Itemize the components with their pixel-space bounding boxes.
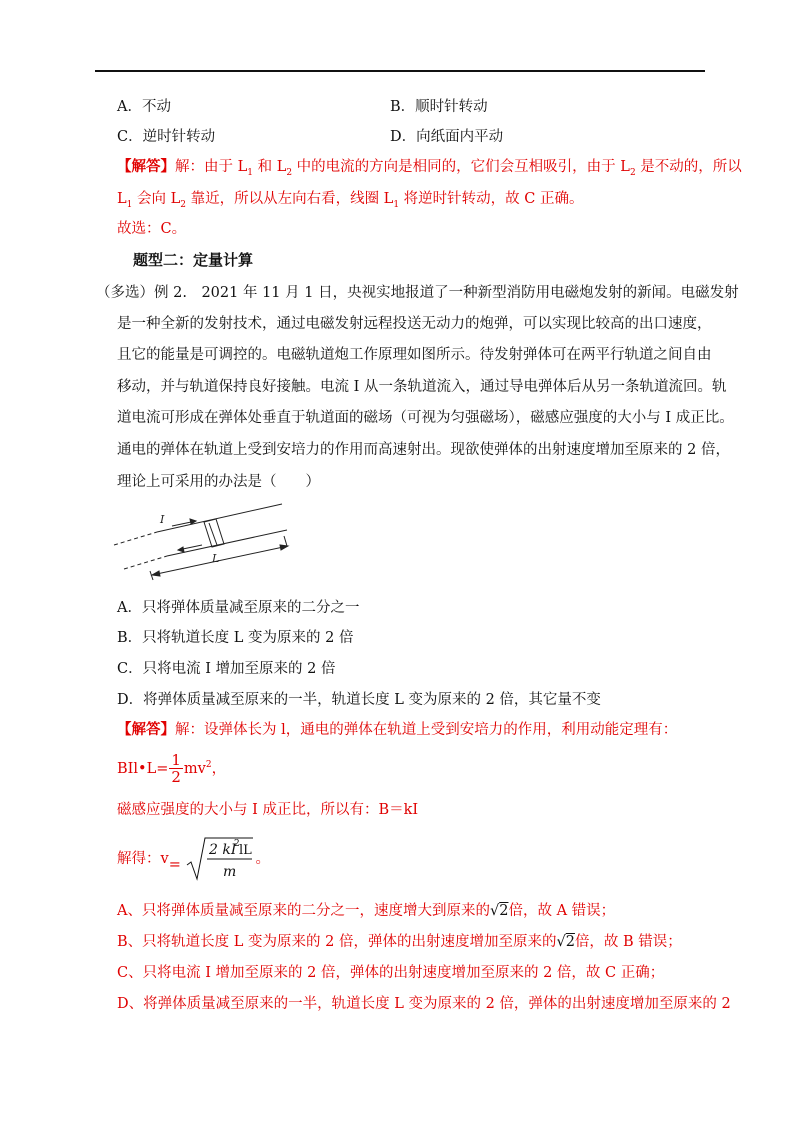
question-line-3: 且它的能量是可调控的。电磁轨道炮工作原理如图所示。待发射弹体可在两平行轨道之间自由 <box>117 347 712 363</box>
option-a: A．只将弹体质量减至原来的二分之一 <box>117 600 360 616</box>
projectile <box>204 519 224 547</box>
question-line-4: 移动，并与轨道保持良好接触。电流 I 从一条轨道流入，通过导电弹体后从另一条轨道流回。轨 <box>117 379 727 395</box>
analysis-c: C、只将电流 I 增加至原来的 2 倍，弹体的出射速度增加至原来的 2 倍，故 C 正确； <box>117 965 665 981</box>
rail-top-dashed <box>114 532 157 545</box>
rail-bottom <box>167 530 287 556</box>
answer1-choice: 故选：C。 <box>117 221 187 237</box>
question-line-2: 是一种全新的发射技术，通过电磁发射远程投送无动力的炮弹，可以实现比较高的出口速度， <box>117 316 712 332</box>
option-c-prev: C．逆时针转动 <box>117 129 216 145</box>
option-a-prev: A．不动 <box>117 99 171 115</box>
question-line-6: 通电的弹体在轨道上受到安培力的作用而高速射出。现欲使弹体的出射速度增加至原来的 2 倍， <box>117 442 730 458</box>
analysis-d: D、将弹体质量减至原来的一半，轨道长度 L 变为原来的 2 倍，弹体的出射速度增加至原来的 2 <box>117 996 731 1012</box>
question-line-7: 理论上可采用的办法是（ ） <box>117 474 320 490</box>
section-title: 题型二：定量计算 <box>133 251 254 269</box>
railgun-figure <box>112 500 294 582</box>
option-c: C．只将电流 I 增加至原来的 2 倍 <box>117 661 336 677</box>
label-l: L <box>212 552 220 565</box>
answer1-line1: 【解答】解：由于 $L_1$ 和 $L_2$ 中的电流的方向是相同的，它们会互相吸引，由于 $L_2$ 是不动的，所以 <box>117 158 742 178</box>
svg-text:m: m <box>223 864 237 880</box>
sqrt-symbol <box>185 835 255 883</box>
header-rule <box>95 70 705 72</box>
length-arrow <box>152 546 288 575</box>
label-i: I <box>160 513 165 526</box>
answer-tag-2: 【解答】 <box>117 721 175 738</box>
rail-top <box>157 504 282 532</box>
question-line-5: 道电流可形成在弹体处垂直于轨道面的磁场（可视为匀强磁场），磁感应强度的大小与 I 成正比。 <box>117 410 734 426</box>
question-line-1: （多选）例 2. 2021 年 11 月 1 日，央视实地报道了一种新型消防用电磁炮发射的新闻。电磁发射 <box>96 285 739 301</box>
equation-energy: BIl•L= $\frac{1}{2}$ $mv^2$， <box>117 751 227 787</box>
svg-text:2: 2 <box>234 839 241 849</box>
option-b: B．只将轨道长度 L 变为原来的 2 倍 <box>117 630 354 646</box>
option-b-prev: B．顺时针转动 <box>390 99 488 115</box>
answer1-line2: $L_1$ 会向 $L_2$ 靠近，所以从左向右看，线圈 $L_1$ 将逆时针转动，故 C 正确。 <box>117 191 584 210</box>
answer2-intro: 【解答】解：设弹体长为 l，通电的弹体在轨道上受到安培力的作用，利用动能定理有： <box>117 721 678 738</box>
solve-line: 解得：v= 2 kI 2 lL m 。 <box>117 834 270 890</box>
option-d-prev: D．向纸面内平动 <box>390 129 504 145</box>
answer-tag: 【解答】 <box>117 158 175 175</box>
svg-text:2 kI: 2 kI <box>209 842 237 858</box>
analysis-b: B、只将轨道长度 L 变为原来的 2 倍，弹体的出射速度增加至原来的√2倍，故 B 错误； <box>117 934 682 950</box>
proportional-line: 磁感应强度的大小与 I 成正比，所以有：B＝kI <box>117 802 419 818</box>
rail-bottom-dashed <box>124 556 167 569</box>
option-d: D．将弹体质量减至原来的一半，轨道长度 L 变为原来的 2 倍，其它量不变 <box>117 692 601 708</box>
svg-text:lL: lL <box>239 843 253 858</box>
analysis-a: A、只将弹体质量减至原来的二分之一，速度增大到原来的√2倍，故 A 错误； <box>117 903 616 919</box>
